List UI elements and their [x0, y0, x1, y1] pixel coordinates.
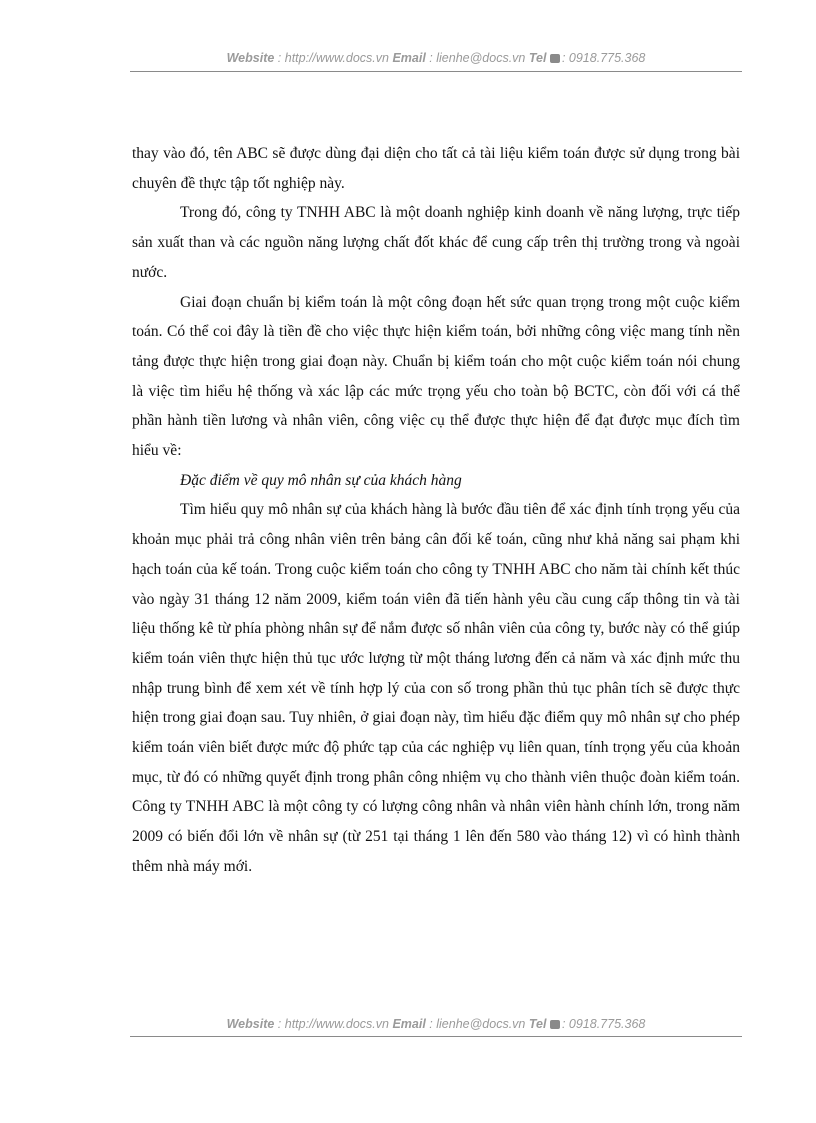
footer-website-label: Website	[226, 1017, 275, 1031]
footer-rule	[130, 1036, 742, 1037]
header-email-label: Email	[392, 51, 426, 65]
paragraph-company-intro: Trong đó, công ty TNHH ABC là một doanh nghiệp kinh doanh về năng lượng, trực tiếp sản xuất than và các nguồn năng lượng chất đốt khác để cung cấp trên thị trường trong và ngoài nước.	[132, 204, 740, 281]
footer-email-value[interactable]: : lienhe@docs.vn	[429, 1017, 526, 1031]
paragraph-continuation: thay vào đó, tên ABC sẽ được dùng đại diện cho tất cả tài liệu kiểm toán được sử dụng trong bài chuyên đề thực tập tốt nghiệp này.	[132, 145, 740, 192]
header-tel-value: : 0918.775.368	[561, 51, 646, 65]
footer-tel-label: Tel	[528, 1017, 547, 1031]
page-header	[130, 51, 742, 65]
footer-website-url[interactable]: : http://www.docs.vn	[277, 1017, 389, 1031]
page-footer	[130, 1017, 742, 1031]
header-email-value[interactable]: : lienhe@docs.vn	[429, 51, 526, 65]
header-rule	[130, 71, 742, 72]
document-body	[132, 139, 740, 882]
header-website-url[interactable]: : http://www.docs.vn	[277, 51, 389, 65]
phone-icon	[550, 54, 560, 63]
header-tel-label: Tel	[528, 51, 547, 65]
header-website-label: Website	[226, 51, 275, 65]
footer-email-label: Email	[392, 1017, 426, 1031]
paragraph-personnel-scale: Tìm hiểu quy mô nhân sự của khách hàng là bước đầu tiên để xác định tính trọng yếu của khoản mục phải trả công nhân viên trên bảng cân đối kế toán, cũng như khả năng sai phạm khi hạch toán của kế toán. Trong cuộc kiểm toán cho công ty TNHH ABC cho năm tài chính kết thúc vào ngày 31 tháng 12 năm 2009, kiểm toán viên đã tiến hành yêu cầu cung cấp thông tin và tài liệu thống kê từ phía phòng nhân sự để nắm được số nhân viên của công ty, bước này có thể giúp kiểm toán viên thực hiện thủ tục ước lượng từ một tháng lương đến cả năm và xác định mức thu nhập trung bình để xem xét về tính hợp lý của con số trong phần thủ tục phân tích sẽ được thực hiện trong giai đoạn sau. Tuy nhiên, ở giai đoạn này, tìm hiểu đặc điểm quy mô nhân sự cho phép kiểm toán viên biết được mức độ phức tạp của các nghiệp vụ liên quan, tính trọng yếu của khoản mục, từ đó có những quyết định trong phân công nhiệm vụ cho thành viên thuộc đoàn kiểm toán. Công ty TNHH ABC là một công ty có lượng công nhân và nhân viên hành chính lớn, trong năm 2009 có biến đổi lớn về nhân sự (từ 251 tại tháng 1 lên đến 580 vào tháng 12) vì có hình thành thêm nhà máy mới.	[132, 501, 740, 875]
paragraph-audit-preparation: Giai đoạn chuẩn bị kiểm toán là một công đoạn hết sức quan trọng trong một cuộc kiểm toán. Có thể coi đây là tiền đề cho việc thực hiện kiểm toán, bởi những công việc mang tính nền tảng được thực hiện trong giai đoạn này. Chuẩn bị kiểm toán cho một cuộc kiểm toán nói chung là việc tìm hiểu hệ thống và xác lập các mức trọng yếu cho toàn bộ BCTC, còn đối với cá thể phần hành tiền lương và nhân viên, công việc cụ thể được thực hiện để đạt được mục đích tìm hiểu về:	[132, 293, 740, 460]
phone-icon	[550, 1020, 560, 1029]
section-heading: Đặc điểm về quy mô nhân sự của khách hàng	[180, 471, 462, 489]
footer-tel-value: : 0918.775.368	[561, 1017, 646, 1031]
